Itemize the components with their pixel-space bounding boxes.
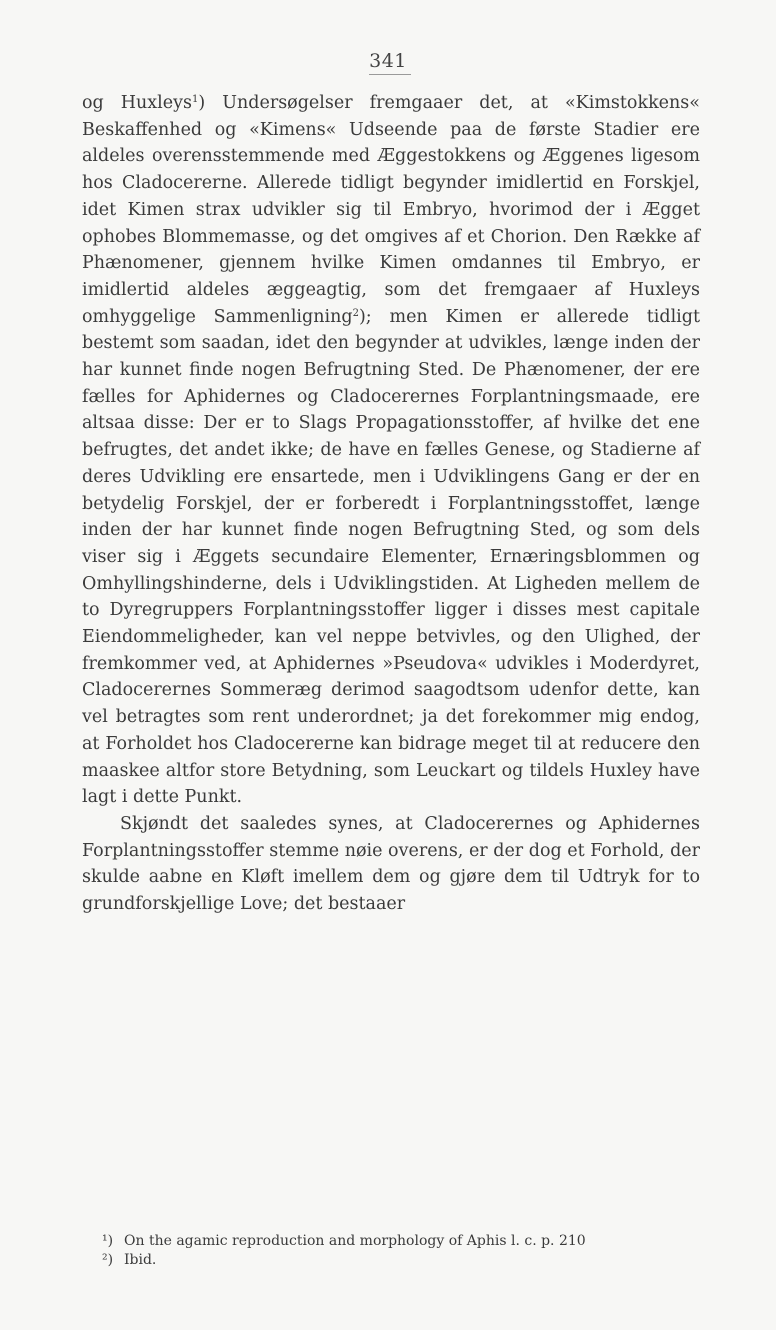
footnotes <box>102 1232 702 1270</box>
footnote-2 <box>102 1251 702 1270</box>
footnote-1 <box>102 1232 702 1251</box>
footnote-1-mark: ¹) <box>102 1233 114 1249</box>
footnote-2-text: Ibid. <box>124 1252 157 1268</box>
page-number-rule <box>369 74 411 75</box>
body-text <box>82 90 700 918</box>
paragraph-1-part-2: ) Undersøgelser fremgaaer det, at «Kimstokkens« Beskaffenhed og «Kimens« Udseende paa de første Stadier ere aldeles overensstemmende med Æggestokkens og Æggenes ligesom hos Cladocererne. Allerede tidligt begynder imidlertid en Forskjel, idet Kimen strax udvikler sig til Embryo, hvorimod der i Ægget ophobes Blommemasse, og det omgives af et Chorion. Den Række af Phænomener, gjennem hvilke Kimen omdannes til Embryo, er imidlertid aldeles æggeagtig, som det fremgaaer af Huxleys omhyggelige Sammenligning <box>82 93 700 327</box>
footnote-1-text: On the agamic reproduction and morphology of Aphis l. c. p. 210 <box>124 1233 586 1249</box>
paragraph-1-part-3: ); men Kimen er allerede tidligt bestemt som saadan, idet den begynder at udvikles, længe inden der har kunnet finde nogen Befrugtning Sted. De Phænomener, der ere fælles for Aphidernes og Cladocerernes Forplantningsmaade, ere altsaa disse: Der er to Slags Propagationsstoffer, af hvilke det ene befrugtes, det andet ikke; de have en fælles Genese, og Stadierne af deres Udvikling ere ensartede, men i Udviklingens Gang er der en betydelig Forskjel, der er forberedt i Forplantningsstoffet, længe inden der har kunnet finde nogen Befrugtning Sted, og som dels viser sig i Æggets secundaire Elementer, Ernæringsblommen og Omhyllingshinderne, dels i Udviklingstiden. At Ligheden mellem de to Dyregruppers Forplantningsstoffer ligger i disses mest capitale Eiendommeligheder, kan vel neppe betvivles, og den Ulighed, der fremkommer ved, at Aphidernes »Pseudova« udvikles i Moderdyret, Cladocerernes Sommeræg derimod saagodtsom udenfor dette, kan vel betragtes som rent underordnet; ja det forekommer mig endog, at Forholdet hos Cladocererne kan bidrage meget til at reducere den maaskee altfor store Betydning, som Leuckart og tildels Huxley have lagt i dette Punkt. <box>82 306 700 808</box>
footnote-ref-1: 1 <box>192 94 199 105</box>
paragraph-1-part-1: og Huxleys <box>82 93 193 113</box>
page-number: 341 <box>369 50 407 72</box>
paragraph-2: Skjøndt det saaledes synes, at Cladocerernes og Aphidernes Forplantningsstoffer stemme nøie overens, er der dog et Forhold, der skulde aabne en Kløft imellem dem og gjøre dem til Udtryk for to grundforskjellige Love; det bestaaer <box>82 813 700 915</box>
paragraph-1 <box>82 90 700 811</box>
footnote-ref-2: 2 <box>352 307 359 319</box>
footnote-2-mark: ²) <box>102 1252 114 1268</box>
